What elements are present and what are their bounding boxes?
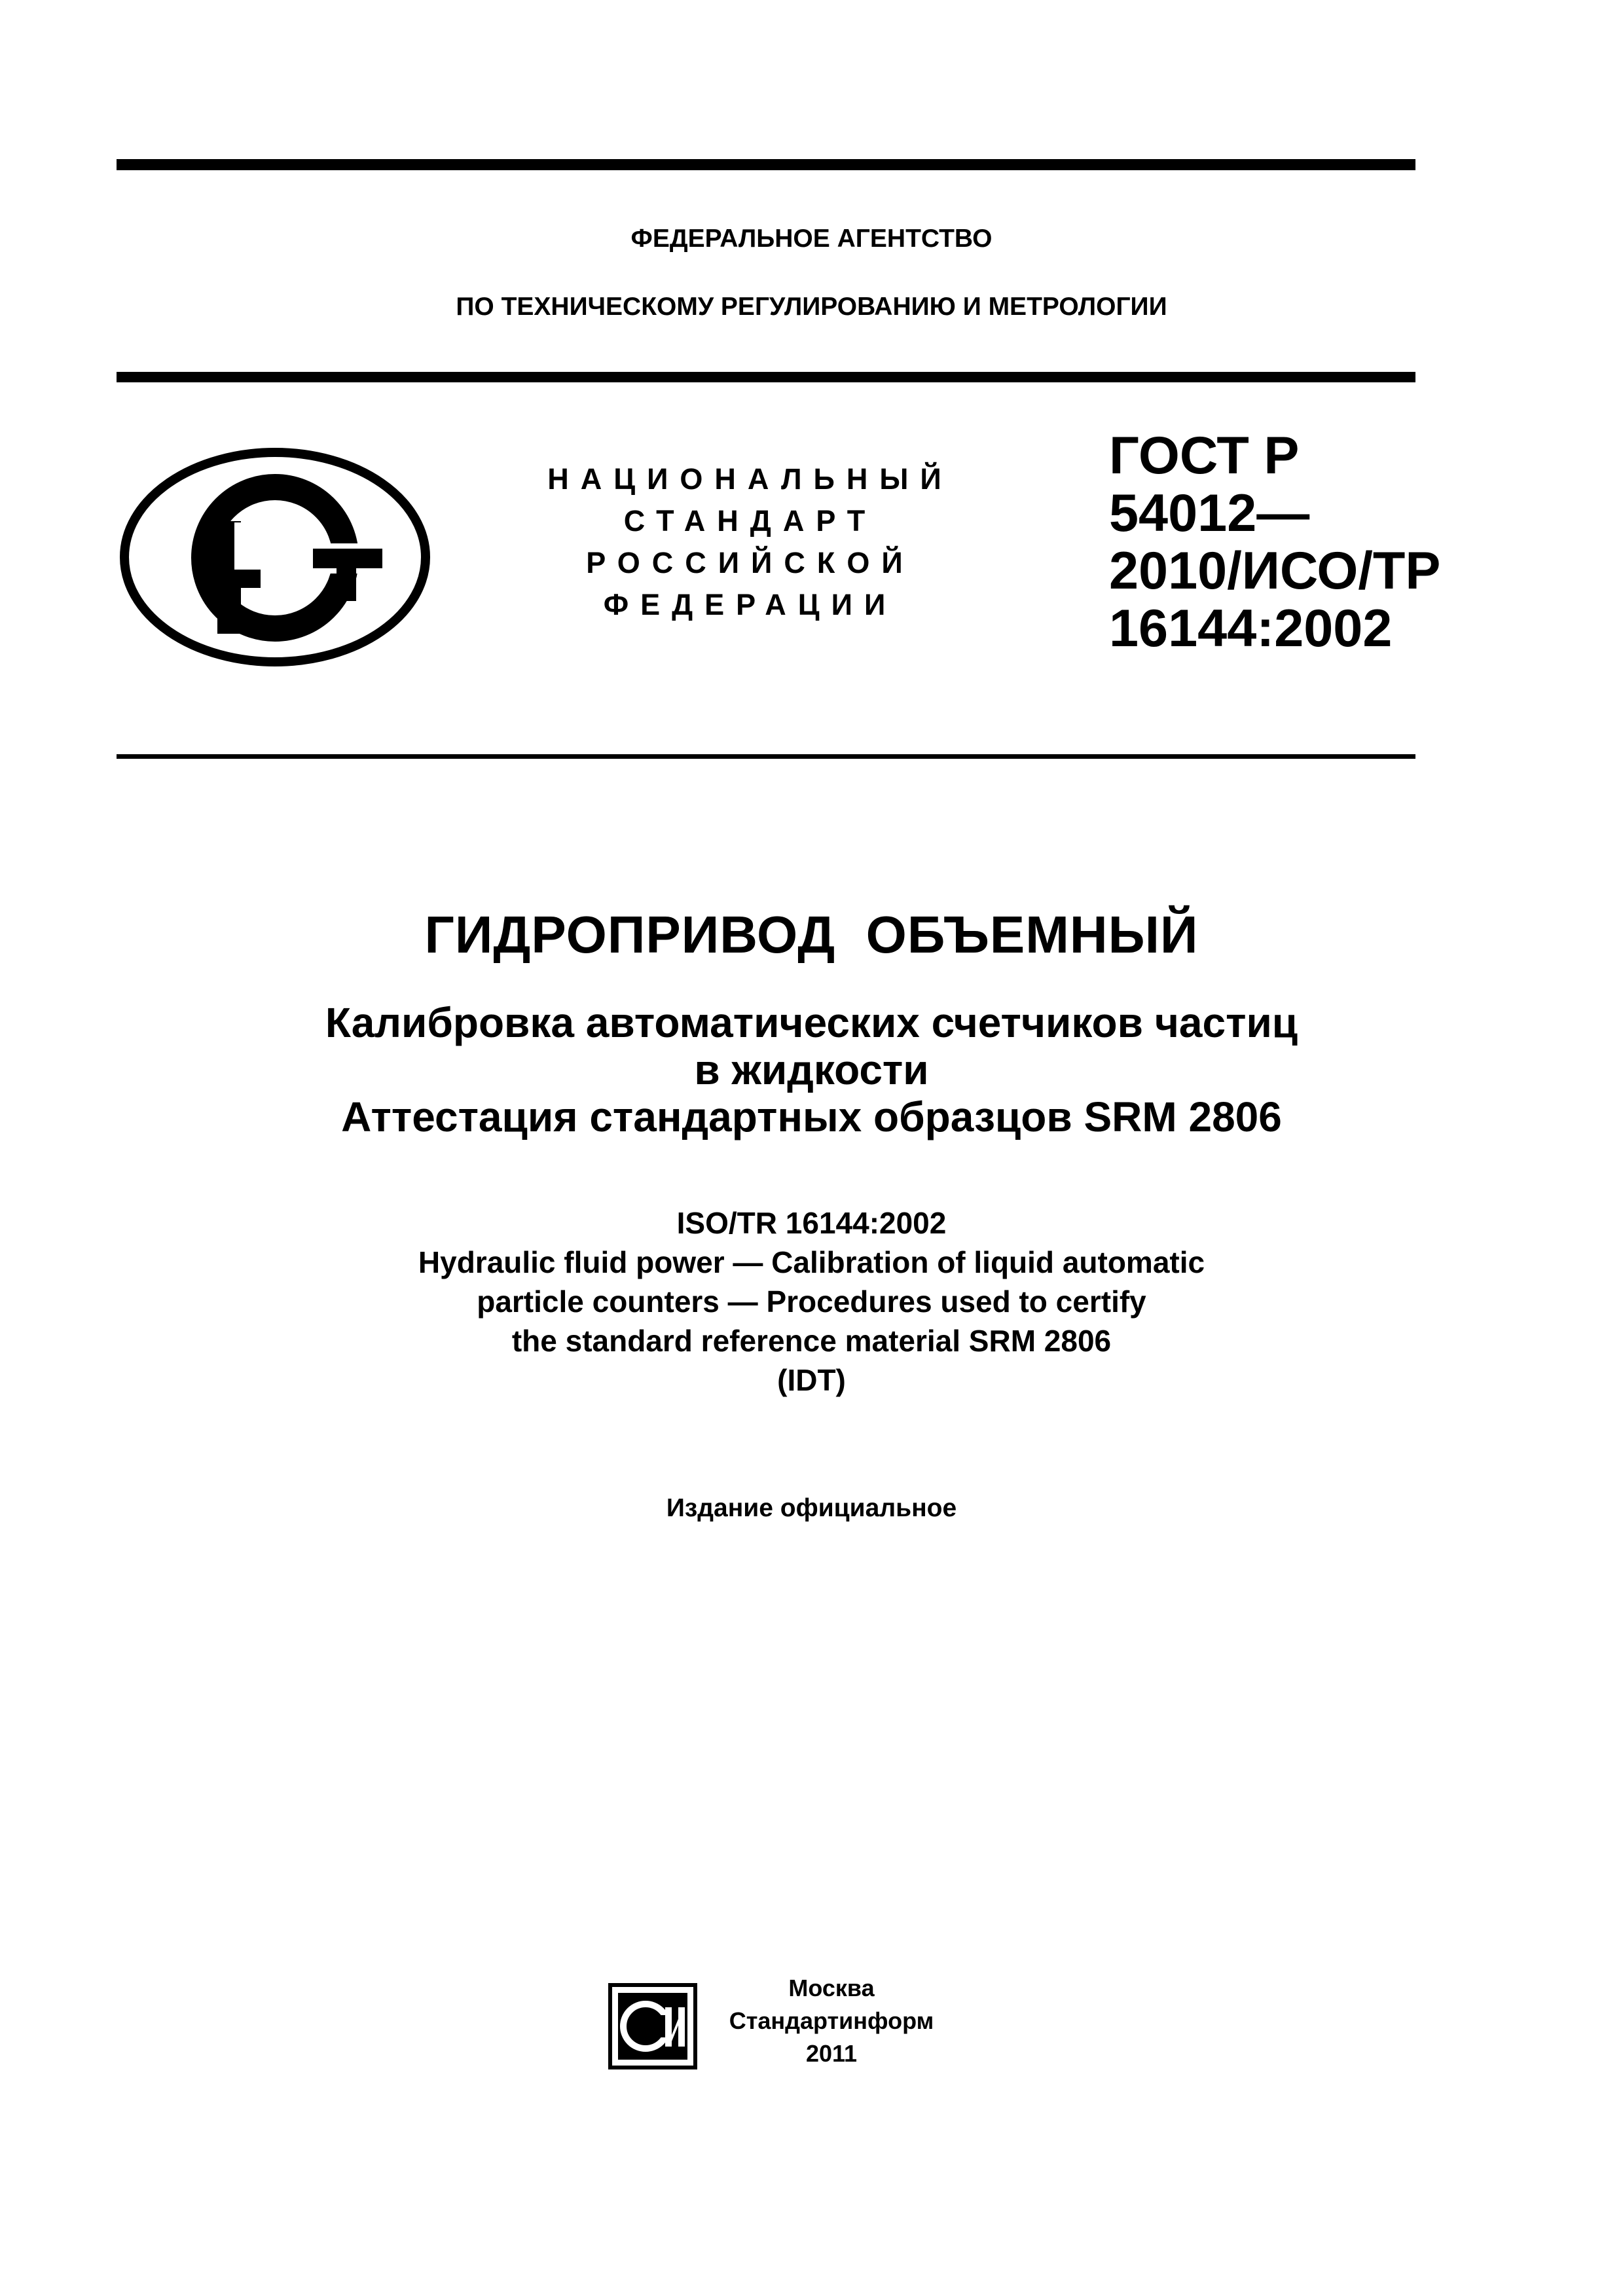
lower-rule [117,754,1415,759]
publisher-name: Стандартинформ [729,2007,934,2034]
iso-reference-line: particle counters — Procedures used to certify [477,1285,1146,1319]
publisher-year: 2011 [805,2040,858,2067]
document-subtitle-line: Аттестация стандартных образцов SRM 2806 [341,1093,1282,1140]
national-standard-line: ФЕДЕРАЦИИ [603,588,898,621]
designation-line: ГОСТ Р [1109,426,1300,485]
national-standard-line: РОССИЙСКОЙ [586,546,915,579]
iso-reference-line: ISO/TR 16144:2002 [676,1206,947,1240]
designation-line: 54012— [1109,484,1310,543]
edition-label: Издание официальное [666,1494,957,1522]
designation-line: 2010/ИСО/ТР [1109,541,1441,600]
agency-line-2: ПО ТЕХНИЧЕСКОМУ РЕГУЛИРОВАНИЮ И МЕТРОЛОГИИ [456,293,1167,321]
standard-designation [1109,427,1440,657]
iso-reference-line: the standard reference material SRM 2806 [511,1324,1112,1358]
document-subtitle-line: в жидкости [694,1046,929,1093]
publisher-block [714,1972,949,2070]
agency-line-1: ФЕДЕРАЛЬНОЕ АГЕНТСТВО [630,225,993,253]
rst-certification-mark-icon [117,445,433,670]
iso-reference-line: (IDT) [777,1363,846,1397]
document-title: ГИДРОПРИВОД ОБЪЕМНЫЙ [424,905,1199,964]
standartinform-logo-icon [605,1981,701,2071]
designation-line: 16144:2002 [1109,599,1393,658]
document-subtitle-line: Калибровка автоматических счетчиков частиц [325,999,1298,1046]
middle-rule [117,372,1415,382]
national-standard-label [528,458,973,626]
top-rule [117,159,1415,170]
national-standard-line: НАЦИОНАЛЬНЫЙ [547,462,953,496]
national-standard-line: СТАНДАРТ [623,504,877,538]
iso-reference-line: Hydraulic fluid power — Calibration of liquid automatic [418,1245,1205,1279]
publisher-city: Москва [788,1975,875,2001]
